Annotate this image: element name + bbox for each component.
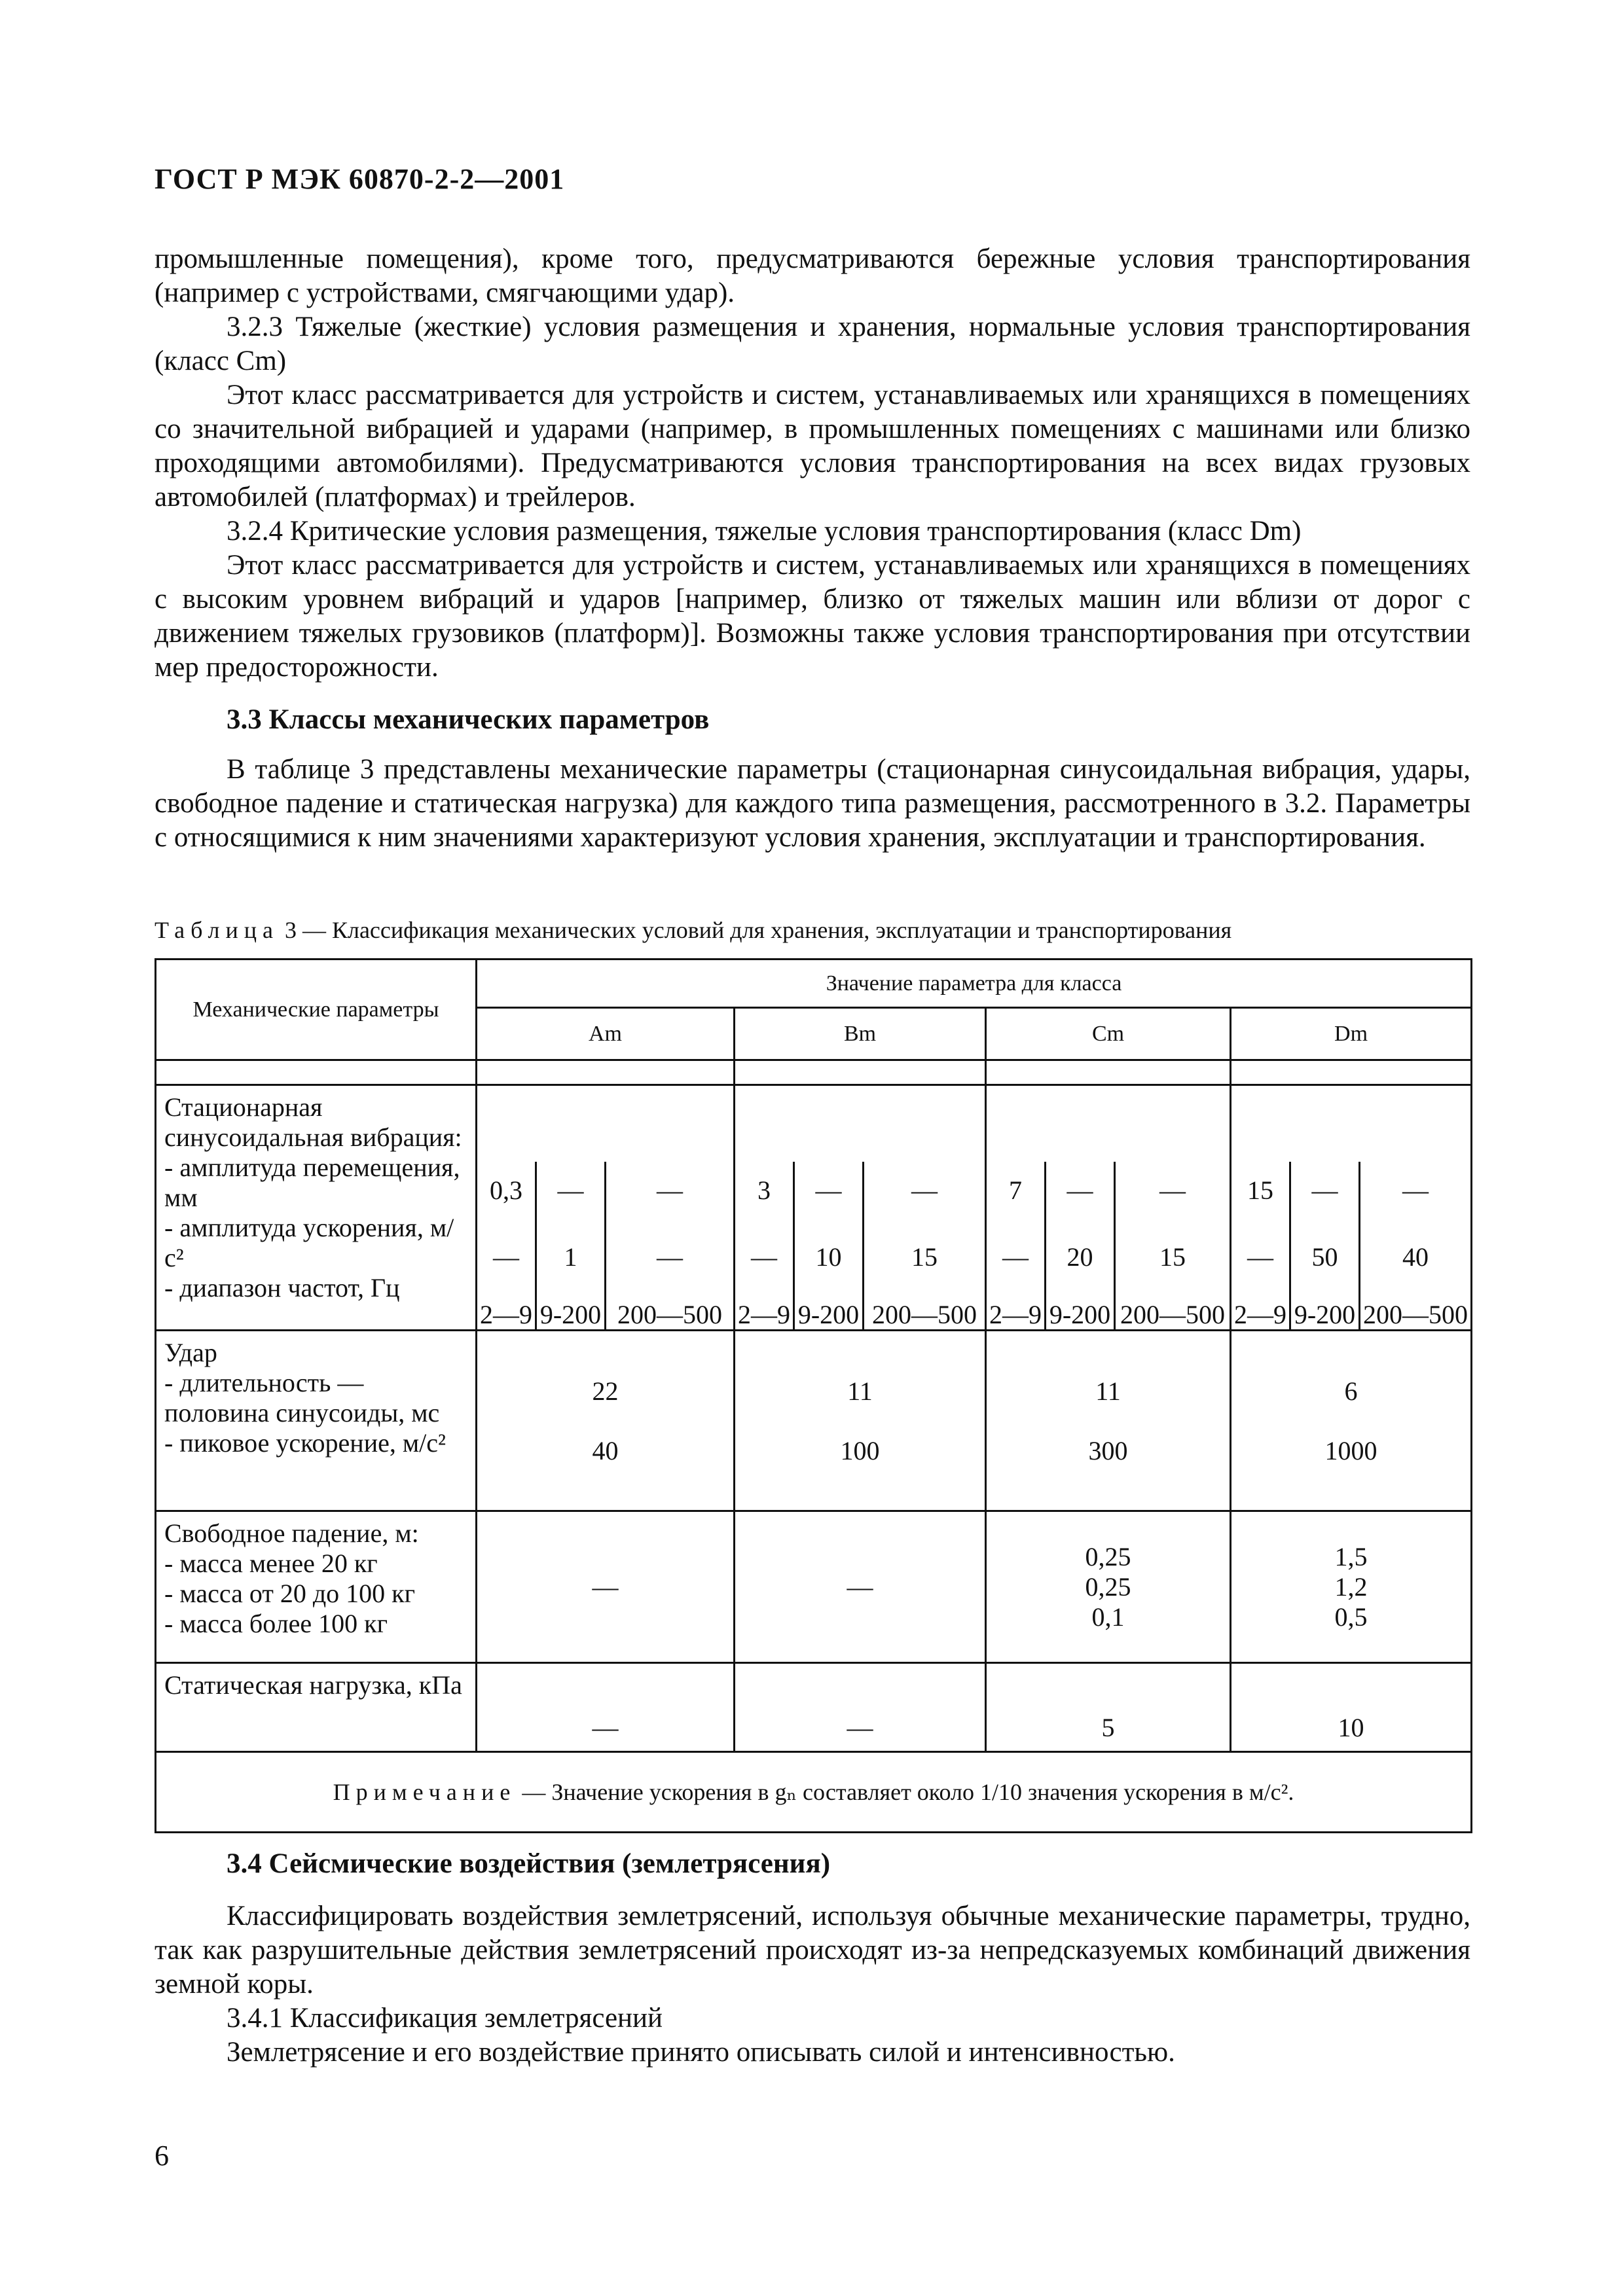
body-text-bottom	[155, 1847, 1470, 2070]
fall-label: Свободное падение, м: - масса менее 20 кг - масса от 20 до 100 кг - масса более 100 кг	[156, 1511, 477, 1663]
mechanical-conditions-table	[155, 958, 1472, 1833]
vib-sub-col: — — 200—500	[604, 1162, 733, 1329]
vib-sub-col: — 40 200—500	[1359, 1162, 1470, 1329]
shock-peak: 100	[840, 1435, 880, 1465]
table-note: Примечание — Значение ускорения в gₙ составляет около 1/10 значения ускорения в м/с².	[156, 1752, 1472, 1833]
static-cm: 5	[986, 1663, 1231, 1752]
table-caption: Таблица 3 — Классификация механических условий для хранения, эксплуатации и транспортирования	[155, 917, 1232, 943]
shock-label: Удар - длительность — половина синусоиды, мс - пиковое ускорение, м/с²	[156, 1331, 477, 1511]
vib-sub-col: — 20 9-200	[1044, 1162, 1114, 1329]
vib-sub-col: 15 — 2—9	[1234, 1175, 1286, 1329]
static-dm: 10	[1231, 1663, 1472, 1752]
shock-am	[477, 1331, 735, 1511]
page-number: 6	[155, 2140, 169, 2172]
fall-dm: 1,5 1,2 0,5	[1231, 1511, 1472, 1663]
vib-sub-col: — 10 9-200	[793, 1162, 862, 1329]
paragraph: Этот класс рассматривается для устройств и систем, устанавливаемых или хранящихся в помещениях с высоким уровнем вибраций и ударов [например, близко от тяжелых машин или вблизи от дорог с движением тяжелых грузовиков (платформ)]. Возможны также условия транспортирования при отсутствии мер предосторожности.	[155, 550, 1470, 683]
vib-sub-col: — 15 200—500	[1114, 1162, 1230, 1329]
fall-bm: —	[735, 1511, 986, 1663]
fall-cm: 0,25 0,25 0,1	[986, 1511, 1231, 1663]
body-text-top	[155, 242, 1470, 855]
paragraph: 3.2.4 Критические условия размещения, тяжелые условия транспортирования (класс Dm)	[227, 516, 1302, 547]
vib-sub-col: — 1 9-200	[535, 1162, 604, 1329]
vib-sub-col: — 50 9-200	[1289, 1162, 1359, 1329]
header-params: Механические параметры	[156, 960, 477, 1060]
section-heading: 3.3 Классы механических параметров	[227, 704, 710, 735]
vibration-dm	[1231, 1085, 1472, 1331]
shock-duration: 11	[847, 1376, 873, 1406]
vib-sub-col: 3 — 2—9	[738, 1175, 790, 1329]
vib-sub-col: 7 — 2—9	[989, 1175, 1042, 1329]
section-heading: 3.4 Сейсмические воздействия (землетрясения)	[227, 1848, 831, 1879]
vibration-cm	[986, 1085, 1231, 1331]
shock-bm	[735, 1331, 986, 1511]
shock-duration: 22	[592, 1376, 619, 1406]
paragraph: В таблице 3 представлены механические параметры (стационарная синусоидальная вибрация, удары, свободное падение и статическая нагрузка) для каждого типа размещения, рассмотренного в 3.2. Параметры с относящимися к ним значениями характеризуют условия хранения, эксплуатации и транспортирования.	[155, 754, 1470, 853]
vibration-bm	[735, 1085, 986, 1331]
paragraph: Этот класс рассматривается для устройств и систем, устанавливаемых или хранящихся в помещениях со значительной вибрацией и ударами (например, в промышленных помещениях с машинами или близко проходящими автомобилями). Предусматриваются условия транспортирования на всех видах грузовых автомобилей (платформах) и трейлеров.	[155, 380, 1470, 512]
paragraph: Землетрясение и его воздействие принято описывать силой и интенсивностью.	[227, 2037, 1175, 2068]
spacer	[156, 1060, 477, 1085]
static-am: —	[477, 1663, 735, 1752]
shock-duration: 6	[1344, 1376, 1358, 1406]
header-values: Значение параметра для класса	[477, 960, 1472, 1008]
spacer	[986, 1060, 1231, 1085]
static-label: Статическая нагрузка, кПа	[156, 1663, 477, 1752]
class-dm: Dm	[1231, 1008, 1472, 1060]
document-header: ГОСТ Р МЭК 60870-2-2—2001	[155, 163, 565, 195]
shock-peak: 40	[592, 1435, 619, 1465]
fall-am: —	[477, 1511, 735, 1663]
class-bm: Bm	[735, 1008, 986, 1060]
vibration-label: Стационарная синусоидальная вибрация: - амплитуда перемещения, мм - амплитуда ускорения, м/с² - диапазон частот, Гц	[156, 1085, 477, 1331]
static-bm: —	[735, 1663, 986, 1752]
spacer	[735, 1060, 986, 1085]
shock-peak: 300	[1088, 1435, 1128, 1465]
paragraph: 3.4.1 Классификация землетрясений	[227, 2003, 663, 2034]
class-cm: Cm	[986, 1008, 1231, 1060]
paragraph: промышленные помещения), кроме того, предусматриваются бережные условия транспортирования (например с устройствами, смягчающими удар).	[155, 243, 1470, 308]
shock-dm	[1231, 1331, 1472, 1511]
spacer	[477, 1060, 735, 1085]
class-am: Am	[477, 1008, 735, 1060]
vib-sub-col: — 15 200—500	[862, 1162, 985, 1329]
paragraph: Классифицировать воздействия землетрясений, используя обычные механические параметры, трудно, так как разрушительные действия землетрясений происходят из-за непредсказуемых комбинаций движения земной коры.	[155, 1901, 1470, 2000]
spacer	[1231, 1060, 1472, 1085]
vibration-am	[477, 1085, 735, 1331]
paragraph: 3.2.3 Тяжелые (жесткие) условия размещения и хранения, нормальные условия транспортирования (класс Cm)	[155, 312, 1470, 376]
shock-peak: 1000	[1324, 1435, 1377, 1465]
vib-sub-col: 0,3 — 2—9	[480, 1175, 532, 1329]
shock-cm	[986, 1331, 1231, 1511]
shock-duration: 11	[1095, 1376, 1121, 1406]
